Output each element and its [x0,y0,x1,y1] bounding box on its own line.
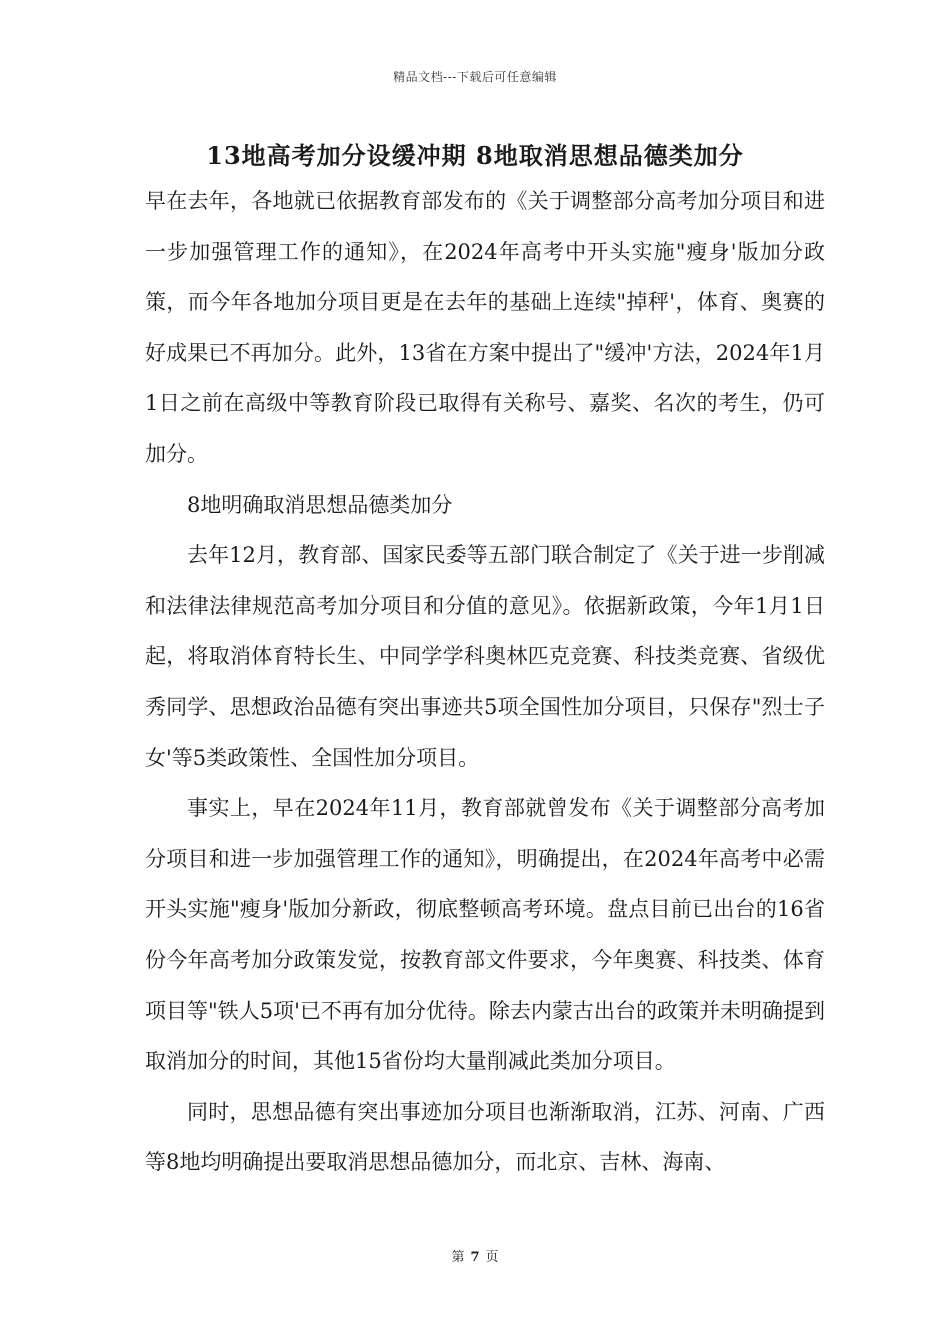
section-heading: 8地明确取消思想品德类加分 [187,492,453,517]
document-body [145,176,825,1188]
page-number: 7 [470,1250,480,1265]
paragraph-2: 去年12月，教育部、国家民委等五部门联合制定了《关于进一步削减和法律法律规范高考加分项目和分值的意见》。依据新政策，今年1月1日起，将取消体育特长生、中同学学科奥林匹克竞赛、科技类竞赛、省级优秀同学、思想政治品德有突出事迹共5项全国性加分项目，只保存"烈士子女'等5类政策性、全国性加分项目。 [145,543,825,770]
paragraph-4: 同时，思想品德有突出事迹加分项目也渐渐取消，江苏、河南、广西等8地均明确提出要取消思想品德加分，而北京、吉林、海南、 [145,1099,825,1175]
paragraph-3: 事实上，早在2024年11月，教育部就曾发布《关于调整部分高考加分项目和进一步加强管理工作的通知》，明确提出，在2024年高考中必需开头实施"瘦身'版加分新政，彻底整顿高考环境。盘点目前已出台的16省份今年高考加分政策发觉，按教育部文件要求，今年奥赛、科技类、体育项目等"铁人5项'已不再有加分优待。除去内蒙古出台的政策并未明确提到取消加分的时间，其他15省份均大量削减此类加分项目。 [145,796,825,1074]
page-prefix: 第 [451,1250,465,1265]
page-suffix: 页 [485,1250,499,1265]
page-footer [0,1246,950,1265]
paragraph-1: 早在去年，各地就已依据教育部发布的《关于调整部分高考加分项目和进一步加强管理工作的通知》，在2024年高考中开头实施"瘦身'版加分政策，而今年各地加分项目更是在去年的基础上连续"掉秤'，体育、奥赛的好成果已不再加分。此外，13省在方案中提出了"缓冲'方法，2024年1月1日之前在高级中等教育阶段已取得有关称号、嘉奖、名次的考生，仍可加分。 [145,189,825,466]
document-title: 13地高考加分设缓冲期 8地取消思想品德类加分 [206,141,744,170]
header-note: 精品文档---下载后可任意编辑 [393,70,557,84]
